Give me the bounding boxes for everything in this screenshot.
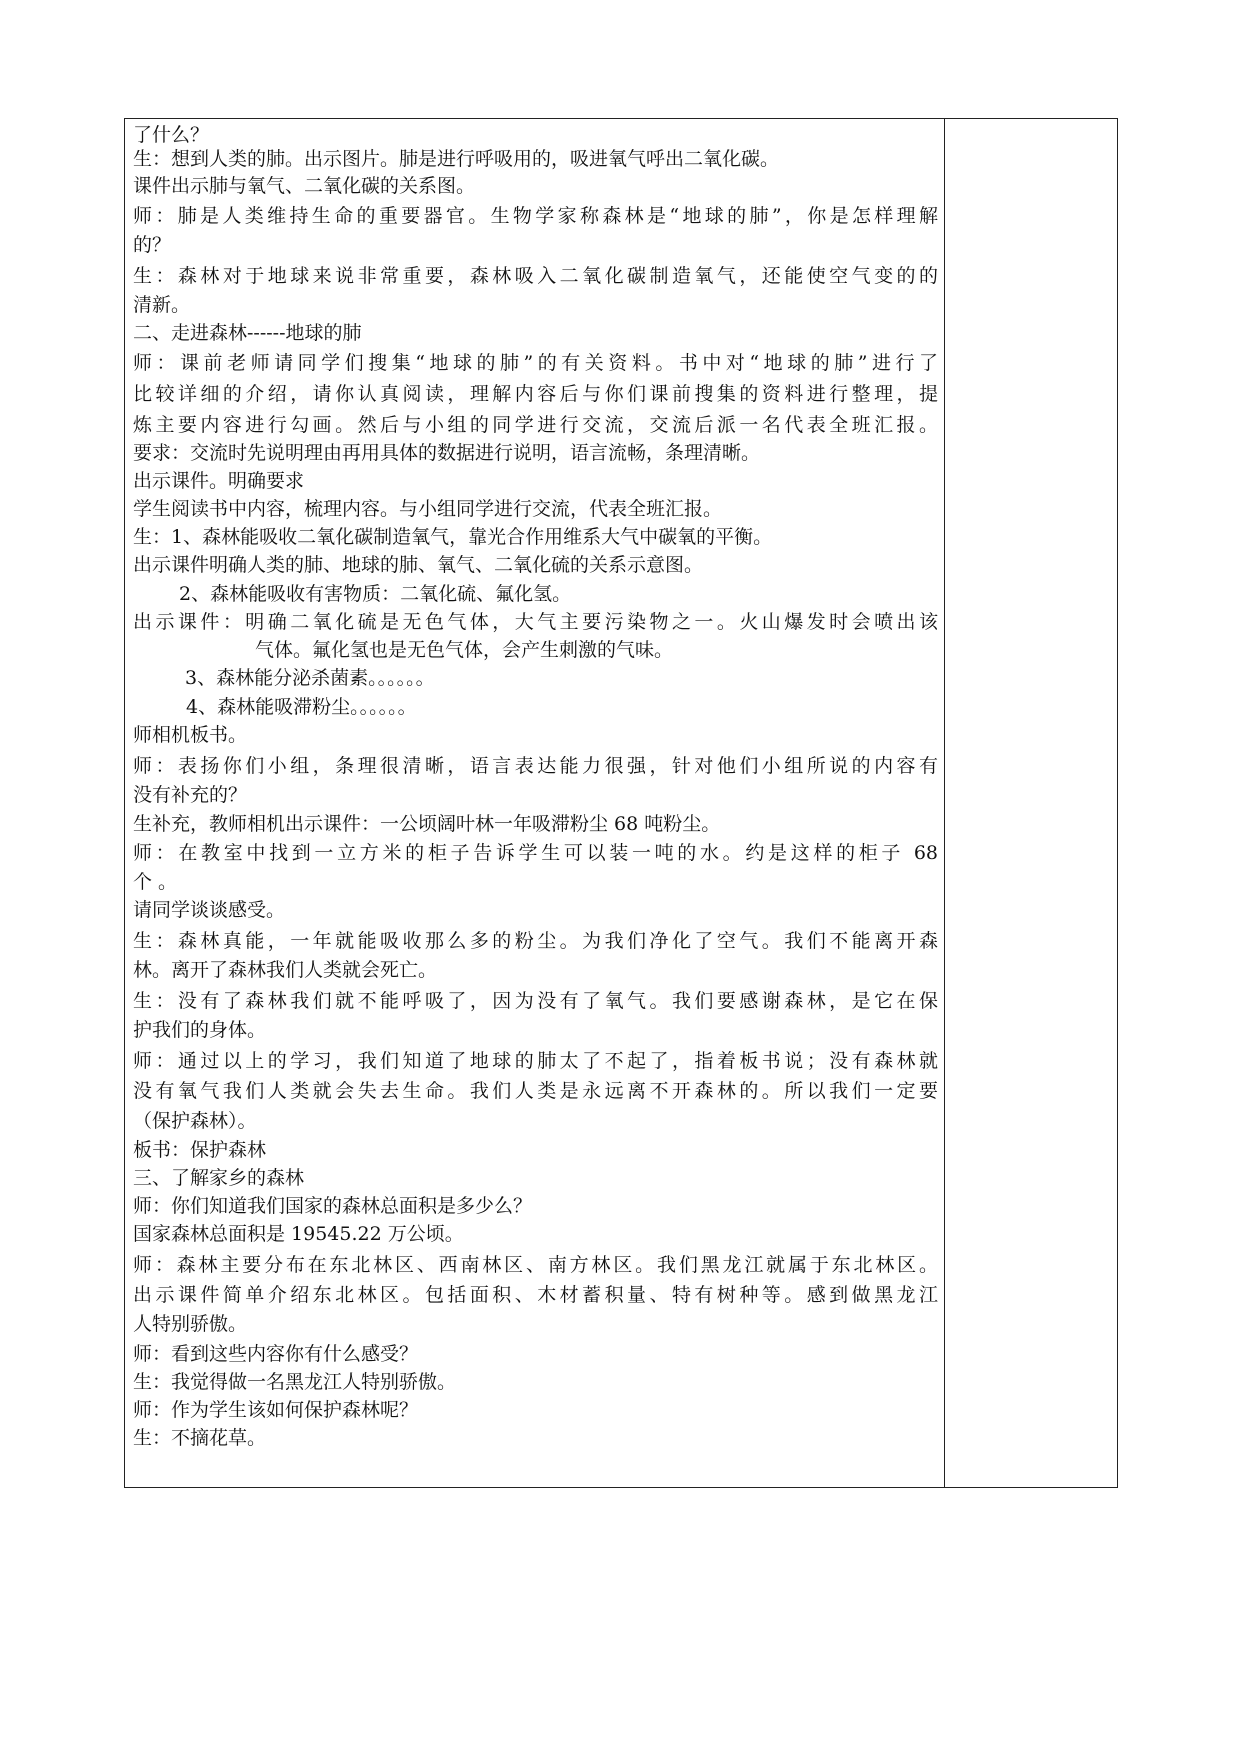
text-line: 4、森林能吸滞粉尘。。。。。。 xyxy=(186,696,417,718)
text-line: 师：森林主要分布在东北林区、西南林区、南方林区。我们黑龙江就属于东北林区。 xyxy=(133,1254,938,1276)
text-line: 国家森林总面积是 19545.22 万公顷。 xyxy=(133,1223,464,1245)
section-heading: 三、了解家乡的森林 xyxy=(133,1167,305,1189)
text-line: 生：1、森林能吸收二氧化碳制造氧气，靠光合作用维系大气中碳氧的平衡。 xyxy=(133,526,773,548)
text-line: 出示课件：明确二氧化硫是无色气体，大气主要污染物之一。火山爆发时会喷出该 xyxy=(133,611,938,633)
text-line: 2、森林能吸收有害物质：二氧化硫、氟化氢。 xyxy=(179,583,572,605)
text-line: 生：森林真能，一年就能吸收那么多的粉尘。为我们净化了空气。我们不能离开森 xyxy=(133,930,938,952)
text-line: 师：你们知道我们国家的森林总面积是多少么？ xyxy=(133,1195,533,1217)
text-line: 师：在教室中找到一立方米的柜子告诉学生可以装一吨的水。约是这样的柜子 68 xyxy=(133,842,938,864)
text-line: 炼主要内容进行勾画。然后与小组的同学进行交流，交流后派一名代表全班汇报。 xyxy=(133,414,938,436)
text-line: 师：肺是人类维持生命的重要器官。生物学家称森林是“地球的肺”，你是怎样理解 xyxy=(133,205,938,227)
text-line: 林。离开了森林我们人类就会死亡。 xyxy=(133,959,438,981)
text-line: 师：课前老师请同学们搜集“地球的肺”的有关资料。书中对“地球的肺”进行了 xyxy=(133,352,938,374)
text-line: 请同学谈谈感受。 xyxy=(133,899,286,921)
text-line: （保护森林）。 xyxy=(133,1110,257,1132)
text-line: 比较详细的介绍，请你认真阅读，理解内容后与你们课前搜集的资料进行整理，提 xyxy=(133,383,938,405)
text-line: 出示课件。明确要求 xyxy=(133,470,305,492)
text-line: 生补充，教师相机出示课件：一公顷阔叶林一年吸滞粉尘 68 吨粉尘。 xyxy=(133,813,721,835)
text-line: 出示课件简单介绍东北林区。包括面积、木材蓄积量、特有树种等。感到做黑龙江 xyxy=(133,1284,938,1306)
text-line: 出示课件明确人类的肺、地球的肺、氧气、二氧化硫的关系示意图。 xyxy=(133,554,704,576)
text-line: 个 。 xyxy=(133,871,178,893)
text-line: 的？ xyxy=(133,234,172,256)
section-heading: 二、走进森林------地球的肺 xyxy=(133,322,362,344)
text-line: 师：作为学生该如何保护森林呢？ xyxy=(133,1399,419,1421)
text-line: 要求：交流时先说明理由再用具体的数据进行说明，语言流畅，条理清晰。 xyxy=(133,442,761,464)
text-line: 3、森林能分泌杀菌素。。。。。。 xyxy=(185,667,435,689)
text-line: 生：不摘花草。 xyxy=(133,1427,267,1449)
text-line: 课件出示肺与氧气、二氧化碳的关系图。 xyxy=(133,175,476,197)
text-line: 清新。 xyxy=(133,294,191,316)
text-line: 师：通过以上的学习，我们知道了地球的肺太了不起了，指着板书说；没有森林就 xyxy=(133,1050,938,1072)
text-line: 师：表扬你们小组，条理很清晰，语言表达能力很强，针对他们小组所说的内容有 xyxy=(133,755,938,777)
text-line: 生：想到人类的肺。出示图片。肺是进行呼吸用的，吸进氧气呼出二氧化碳。 xyxy=(133,148,780,170)
text-line: 没有补充的？ xyxy=(133,784,248,806)
text-line: 板书：保护森林 xyxy=(133,1139,267,1161)
text-line: 生：我觉得做一名黑龙江人特别骄傲。 xyxy=(133,1371,457,1393)
text-line: 生：没有了森林我们就不能呼吸了，因为没有了氧气。我们要感谢森林，是它在保 xyxy=(133,990,938,1012)
text-line: 师相机板书。 xyxy=(133,724,248,746)
text-line: 人特别骄傲。 xyxy=(133,1313,248,1335)
text-line: 学生阅读书中内容，梳理内容。与小组同学进行交流，代表全班汇报。 xyxy=(133,498,723,520)
text-line: 师：看到这些内容你有什么感受？ xyxy=(133,1343,419,1365)
text-line: 了什么？ xyxy=(133,124,210,146)
text-line: 没有氧气我们人类就会失去生命。我们人类是永远离不开森林的。所以我们一定要 xyxy=(133,1080,938,1102)
text-line: 护我们的身体。 xyxy=(133,1019,267,1041)
text-line: 气体。氟化氢也是无色气体，会产生刺激的气味。 xyxy=(255,639,674,661)
notes-column xyxy=(944,118,1118,1488)
text-line: 生：森林对于地球来说非常重要，森林吸入二氧化碳制造氧气，还能使空气变的的 xyxy=(133,265,938,287)
